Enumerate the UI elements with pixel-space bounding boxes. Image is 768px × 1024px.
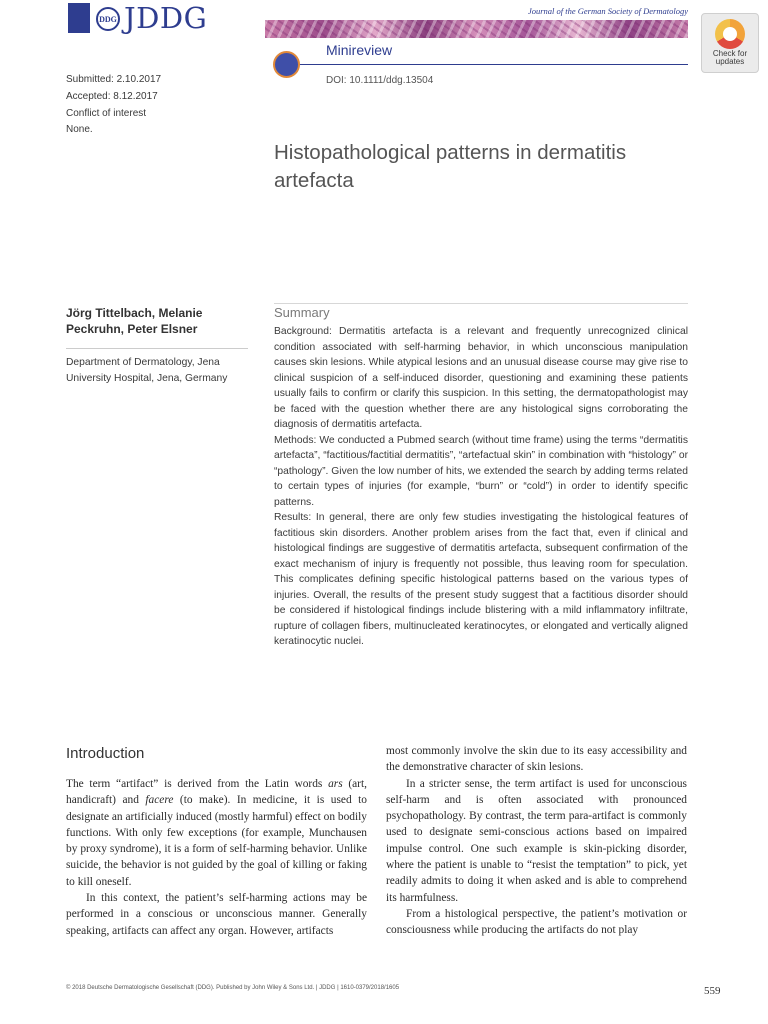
summary-divider: [274, 303, 688, 304]
article-title: Histopathological patterns in dermatitis artefacta: [274, 141, 627, 192]
author-list: Jörg Tittelbach, Melanie Peckruhn, Peter Elsner: [66, 306, 203, 336]
intro-paragraph-1: The term “artifact” is derived from the Latin words ars (art, handicraft) and facere (to make). In medicine, it is used to designate an artificially induced (mostly harmful) effect on bodily functions. With only few exceptions (for example, Munchausen by proxy syndrome), it is a form of self-harming behavior. Unlike suicide, the behavior is not guided by the goal of killing or faking to kill oneself.: [66, 778, 367, 888]
intro-paragraph-2: In this context, the patient’s self-harming actions may be performed in a conscious or unconscious manner. Generally speaking, artifacts can affect any organ. However, artifacts: [66, 892, 367, 937]
intro-paragraph-4: In a stricter sense, the term artifact is used for unconscious self-harm and is often associated with pronounced psychopathology. By contrast, the term para-artifact is commonly used to designate semi-conscious actions based on impaired impulse control. One such example is skin-picking disorder, where the patient is unable to “resist the temptation” to pick, yet readily admits to doing it when asked and is able to comprehend its harmfulness.: [386, 777, 687, 904]
section-marker-icon: [273, 51, 300, 78]
section-divider: [283, 64, 688, 65]
conflict-value: None.: [66, 124, 93, 135]
introduction-heading: Introduction: [66, 745, 145, 762]
summary-results: Results: In general, there are only few studies investigating the histological features of factitious skin disorders. Another problem arises from the fact that, even if clinical and histological findings are suggestive of dermatitis artefacta, subsequent confirmation of the exact mechanism of injury is frequently not possible, thus leaving room for speculation. This complicates defining specific histological patterns based on the various types of injuries. Overall, the results of the present study suggest that a factitious disorder should be considered if histological findings include blistering with a mild inflammatory infiltrate, rupture of collagen fibers, multinucleated keratinocytes, or elongated and vertically aligned keratinocytic nuclei.: [274, 512, 688, 647]
conflict-label: Conflict of interest: [66, 108, 147, 119]
histology-banner-image: [265, 20, 688, 38]
doi-link[interactable]: DOI: 10.1111/ddg.13504: [326, 75, 434, 86]
summary-background: Background: Dermatitis artefacta is a relevant and frequently unrecognized clinical condition associated with self-harming behavior, in which unconscious manipulation causes skin lesions. While atypical lesions and an unusual disease course may give rise to clinical suspicion of a self-induced disorder, questioning and examining these patients usually fails to confirm or clarify this suspicion. In this setting, the dermatopathologist may be faced with the question whether there are any histological signs corroborating the diagnosis of dermatitis artefacta.: [274, 326, 688, 430]
intro-paragraph-5: From a histological perspective, the patient’s motivation or consciousness while producing the artifacts do not play: [386, 907, 687, 937]
affiliation-divider: [66, 348, 248, 349]
body-column-left: [66, 776, 367, 939]
summary-abstract: [274, 324, 688, 650]
submitted-date: Submitted: 2.10.2017: [66, 74, 162, 85]
crossmark-icon: [715, 19, 745, 49]
journal-name: Journal of the German Society of Dermatology: [527, 6, 688, 16]
page-number: 559: [704, 985, 721, 997]
accepted-date: Accepted: 8.12.2017: [66, 91, 158, 102]
affiliation: Department of Dermatology, Jena University Hospital, Jena, Germany: [66, 357, 228, 384]
journal-logo-text: JDDG: [124, 1, 208, 35]
summary-methods: Methods: We conducted a Pubmed search (without time frame) using the terms “dermatitis artefacta”, “factitious/factitial dermatitis”, “artefactual skin” in combination with “histology” or “pathology”. Given the low number of hits, we extended the search by adding terms related to certain types of injuries (for example, “burn” or “cold”) in order to identify specific patterns.: [274, 434, 688, 508]
summary-heading: Summary: [274, 305, 330, 320]
body-column-right: [386, 743, 687, 939]
section-label: Minireview: [326, 42, 393, 58]
ddg-seal-icon: DDG: [96, 7, 120, 31]
journal-logo-block: [68, 3, 90, 33]
check-for-updates-button[interactable]: Check for updates: [701, 13, 759, 73]
intro-paragraph-3: most commonly involve the skin due to its easy accessibility and the demonstrative character of skin lesions.: [386, 745, 687, 774]
copyright-footer: © 2018 Deutsche Dermatologische Gesellschaft (DDG). Published by John Wiley & Sons Ltd. | JDDG | 1610-0379/2018/1605: [66, 985, 400, 991]
